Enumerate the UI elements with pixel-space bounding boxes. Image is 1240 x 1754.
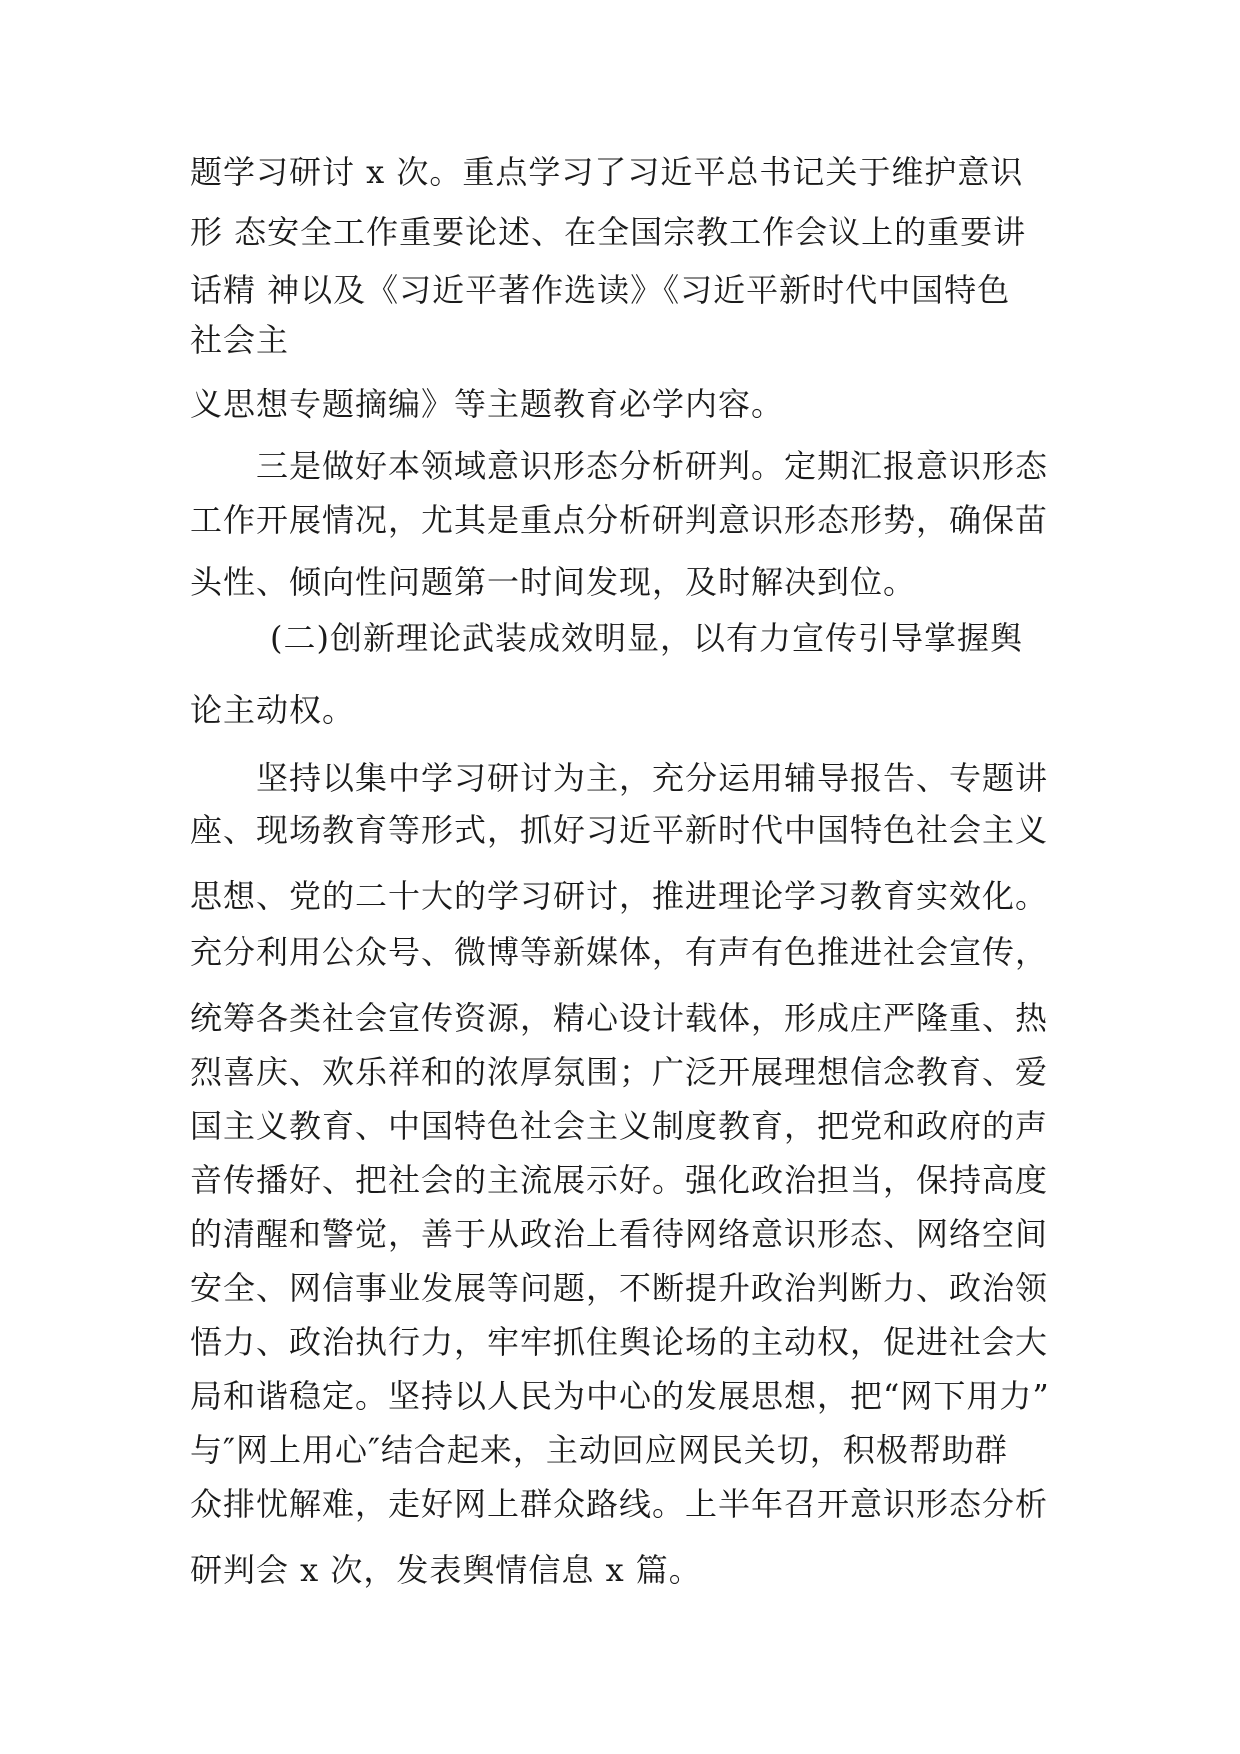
text-line: 音传播好、把社会的主流展示好。强化政治担当，保持高度 [190,1161,1049,1199]
text-line: 座、现场教育等形式，抓好习近平新时代中国特色社会主义 [190,811,1049,849]
text-line-indented: 坚持以集中学习研讨为主，充分运用辅导报告、专题讲 [256,759,1049,797]
text-line: 题学习研讨 x 次。重点学习了习近平总书记关于维护意识 [190,153,1024,191]
text-line: 研判会 x 次，发表舆情信息 x 篇。 [190,1551,702,1589]
text-line: 思想、党的二十大的学习研讨，推进理论学习教育实效化。 [190,877,1049,915]
text-line: 社会主 [190,321,290,359]
text-line: 工作开展情况，尤其是重点分析研判意识形态形势，确保苗 [190,501,1049,539]
text-line: 话精 神以及《习近平著作选读》《习近平新时代中国特色 [190,271,1011,309]
text-line: 安全、网信事业发展等问题，不断提升政治判断力、政治领 [190,1269,1049,1307]
text-line: 国主义教育、中国特色社会主义制度教育，把党和政府的声 [190,1107,1049,1145]
text-line: 统筹各类社会宣传资源，精心设计载体，形成庄严隆重、热 [190,999,1049,1037]
text-line: 与″网上用心″结合起来，主动回应网民关切，积极帮助群 [190,1431,1008,1469]
text-line: 头性、倾向性问题第一时间发现，及时解决到位。 [190,563,917,601]
text-line-indented: 三是做好本领域意识形态分析研判。定期汇报意识形态 [256,447,1049,485]
text-line: 悟力、政治执行力，牢牢抓住舆论场的主动权，促进社会大 [190,1323,1049,1361]
text-line: 的清醒和警觉，善于从政治上看待网络意识形态、网络空间 [190,1215,1049,1253]
section-heading-cont: 论主动权。 [190,691,356,729]
text-line: 充分利用公众号、微博等新媒体，有声有色推进社会宣传， [190,933,1049,971]
text-line: 众排忧解难，走好网上群众路线。上半年召开意识形态分析 [190,1485,1049,1523]
text-line: 局和谐稳定。坚持以人民为中心的发展思想，把“网下用力” [190,1377,1050,1415]
text-line: 烈喜庆、欢乐祥和的浓厚氛围；广泛开展理想信念教育、爱 [190,1053,1049,1091]
text-line: 形 态安全工作重要论述、在全国宗教工作会议上的重要讲 [190,213,1027,251]
text-line: 义思想专题摘编》等主题教育必学内容。 [190,385,785,423]
section-heading: (二)创新理论武装成效明显，以有力宣传引导掌握舆 [270,619,1023,657]
